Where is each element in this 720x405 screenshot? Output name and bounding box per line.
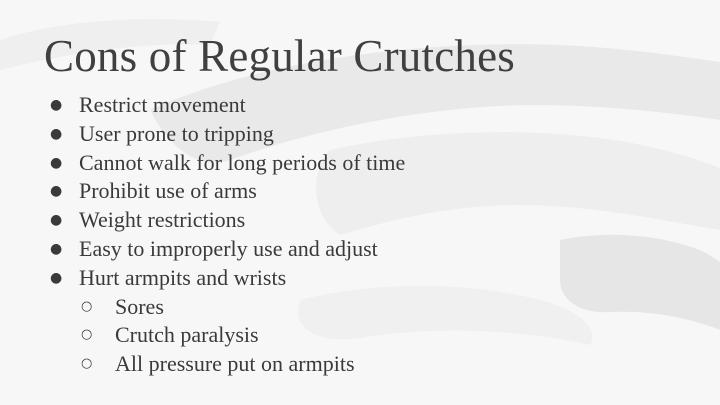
bullet-text: Weight restrictions — [79, 207, 246, 233]
bullet-marker-icon: ● — [50, 269, 63, 286]
brush-stroke-middle — [316, 132, 720, 235]
bullet-marker-icon: ● — [50, 125, 63, 142]
brush-stroke-lower — [298, 286, 592, 345]
bullet-text: Restrict movement — [79, 92, 246, 117]
bullet-text: Prohibit use of arms — [79, 178, 257, 204]
bullet-text: User prone to tripping — [79, 120, 274, 146]
sub-bullet-text: All pressure put on armpits — [115, 351, 355, 377]
bullet-text: Hurt armpits and wrists — [79, 264, 287, 290]
slide-title: Cons of Regular Crutches — [44, 31, 515, 81]
sub-bullet-text: Sores — [115, 293, 164, 319]
bullet-marker-icon: ● — [50, 240, 63, 257]
sub-bullet-marker-icon: ○ — [81, 327, 93, 343]
brush-stroke-right — [560, 235, 720, 330]
sub-bullet-marker-icon: ○ — [81, 356, 93, 372]
bullet-marker-icon: ● — [50, 97, 63, 113]
bullet-marker-icon: ● — [50, 212, 63, 229]
bullet-marker-icon: ● — [50, 183, 63, 200]
sub-bullet-marker-icon: ○ — [81, 298, 93, 314]
bullet-marker-icon: ● — [50, 154, 63, 171]
bullet-text: Easy to improperly use and adjust — [79, 235, 378, 261]
bullet-text: Cannot walk for long periods of time — [79, 149, 406, 175]
sub-bullet-text: Crutch paralysis — [115, 322, 259, 348]
